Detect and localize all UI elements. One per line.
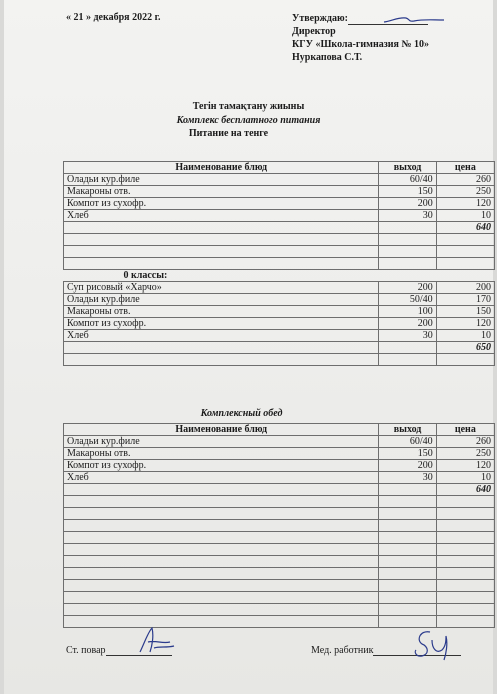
empty-row bbox=[64, 604, 495, 616]
title-kazakh: Тегін тамақтану жиыны bbox=[192, 101, 305, 112]
table-header-row bbox=[64, 162, 495, 174]
approve-name: Нуркапова С.Т. bbox=[292, 52, 363, 63]
table-row bbox=[64, 198, 495, 210]
table-row bbox=[64, 294, 495, 306]
dish-output: 200 bbox=[379, 318, 436, 330]
dish-price: 200 bbox=[436, 282, 494, 294]
document-date: « 21 » декабря 2022 г. bbox=[66, 12, 161, 23]
empty-row bbox=[64, 532, 495, 544]
dish-price: 150 bbox=[436, 306, 494, 318]
dish-price: 120 bbox=[436, 460, 494, 472]
table-row bbox=[64, 460, 495, 472]
empty-row bbox=[64, 568, 495, 580]
dish-name: Макароны отв. bbox=[64, 186, 379, 198]
director-signature bbox=[380, 12, 450, 26]
dish-output: 60/40 bbox=[379, 436, 436, 448]
dish-output: 150 bbox=[379, 448, 436, 460]
dish-name: Суп рисовый «Харчо» bbox=[64, 282, 379, 294]
title-russian: Комплекс бесплатного питания bbox=[176, 115, 321, 126]
dish-name: Хлеб bbox=[64, 330, 379, 342]
dish-output: 150 bbox=[379, 186, 436, 198]
table-row bbox=[64, 174, 495, 186]
dish-output: 30 bbox=[379, 472, 436, 484]
dish-name: Оладьи кур.филе bbox=[64, 294, 379, 306]
approve-organization: КГУ «Школа-гимназия № 10» bbox=[292, 39, 429, 50]
dish-output: 50/40 bbox=[379, 294, 436, 306]
approve-title: Утверждаю: bbox=[292, 13, 348, 24]
dish-name: Хлеб bbox=[64, 472, 379, 484]
dish-name: Компот из сухофр. bbox=[64, 460, 379, 472]
table-row bbox=[64, 448, 495, 460]
empty-row bbox=[64, 496, 495, 508]
total-value: 640 bbox=[436, 222, 494, 234]
empty-row bbox=[64, 354, 495, 366]
dish-name: Макароны отв. bbox=[64, 448, 379, 460]
dish-output: 30 bbox=[379, 330, 436, 342]
dish-name: Оладьи кур.филе bbox=[64, 174, 379, 186]
dish-price: 250 bbox=[436, 448, 494, 460]
complex-title: Комплексный обед bbox=[200, 408, 283, 419]
table-row bbox=[64, 472, 495, 484]
empty-row bbox=[64, 508, 495, 520]
table-row bbox=[64, 436, 495, 448]
cook-signature bbox=[130, 622, 178, 658]
dish-name: Хлеб bbox=[64, 210, 379, 222]
dish-output: 100 bbox=[379, 306, 436, 318]
dish-price: 260 bbox=[436, 436, 494, 448]
section-label: 0 классы: bbox=[64, 270, 495, 282]
empty-row bbox=[64, 234, 495, 246]
header-price: цена bbox=[436, 424, 494, 436]
cook-label: Ст. повар bbox=[66, 645, 106, 656]
medic-label: Мед. работник bbox=[311, 645, 374, 656]
table-row bbox=[64, 318, 495, 330]
table-row bbox=[64, 306, 495, 318]
table-header-row bbox=[64, 424, 495, 436]
dish-output: 200 bbox=[379, 198, 436, 210]
section-row bbox=[64, 270, 495, 282]
total-row bbox=[64, 342, 495, 354]
dish-price: 120 bbox=[436, 198, 494, 210]
empty-row bbox=[64, 246, 495, 258]
empty-row bbox=[64, 556, 495, 568]
dish-price: 250 bbox=[436, 186, 494, 198]
price-line: Питание на тенге bbox=[188, 128, 269, 139]
header-name: Наименование блюд bbox=[64, 424, 379, 436]
dish-price: 170 bbox=[436, 294, 494, 306]
empty-row bbox=[64, 580, 495, 592]
dish-price: 260 bbox=[436, 174, 494, 186]
header-price: цена bbox=[436, 162, 494, 174]
dish-name: Оладьи кур.филе bbox=[64, 436, 379, 448]
dish-price: 120 bbox=[436, 318, 494, 330]
total-row bbox=[64, 222, 495, 234]
table-row bbox=[64, 282, 495, 294]
dish-output: 60/40 bbox=[379, 174, 436, 186]
empty-row bbox=[64, 258, 495, 270]
medic-signature bbox=[408, 624, 458, 664]
table-row bbox=[64, 330, 495, 342]
menu-table-complex bbox=[63, 423, 495, 628]
table-row bbox=[64, 210, 495, 222]
dish-output: 200 bbox=[379, 460, 436, 472]
dish-output: 200 bbox=[379, 282, 436, 294]
total-value: 640 bbox=[436, 484, 494, 496]
dish-price: 10 bbox=[436, 472, 494, 484]
table-row bbox=[64, 186, 495, 198]
empty-row bbox=[64, 592, 495, 604]
dish-price: 10 bbox=[436, 210, 494, 222]
dish-name: Макароны отв. bbox=[64, 306, 379, 318]
header-output: выход bbox=[379, 162, 436, 174]
dish-name: Компот из сухофр. bbox=[64, 318, 379, 330]
dish-name: Компот из сухофр. bbox=[64, 198, 379, 210]
empty-row bbox=[64, 520, 495, 532]
menu-table-free bbox=[63, 161, 495, 366]
total-value: 650 bbox=[436, 342, 494, 354]
header-name: Наименование блюд bbox=[64, 162, 379, 174]
approve-role: Директор bbox=[292, 26, 336, 37]
header-output: выход bbox=[379, 424, 436, 436]
dish-output: 30 bbox=[379, 210, 436, 222]
empty-row bbox=[64, 544, 495, 556]
total-row bbox=[64, 484, 495, 496]
dish-price: 10 bbox=[436, 330, 494, 342]
